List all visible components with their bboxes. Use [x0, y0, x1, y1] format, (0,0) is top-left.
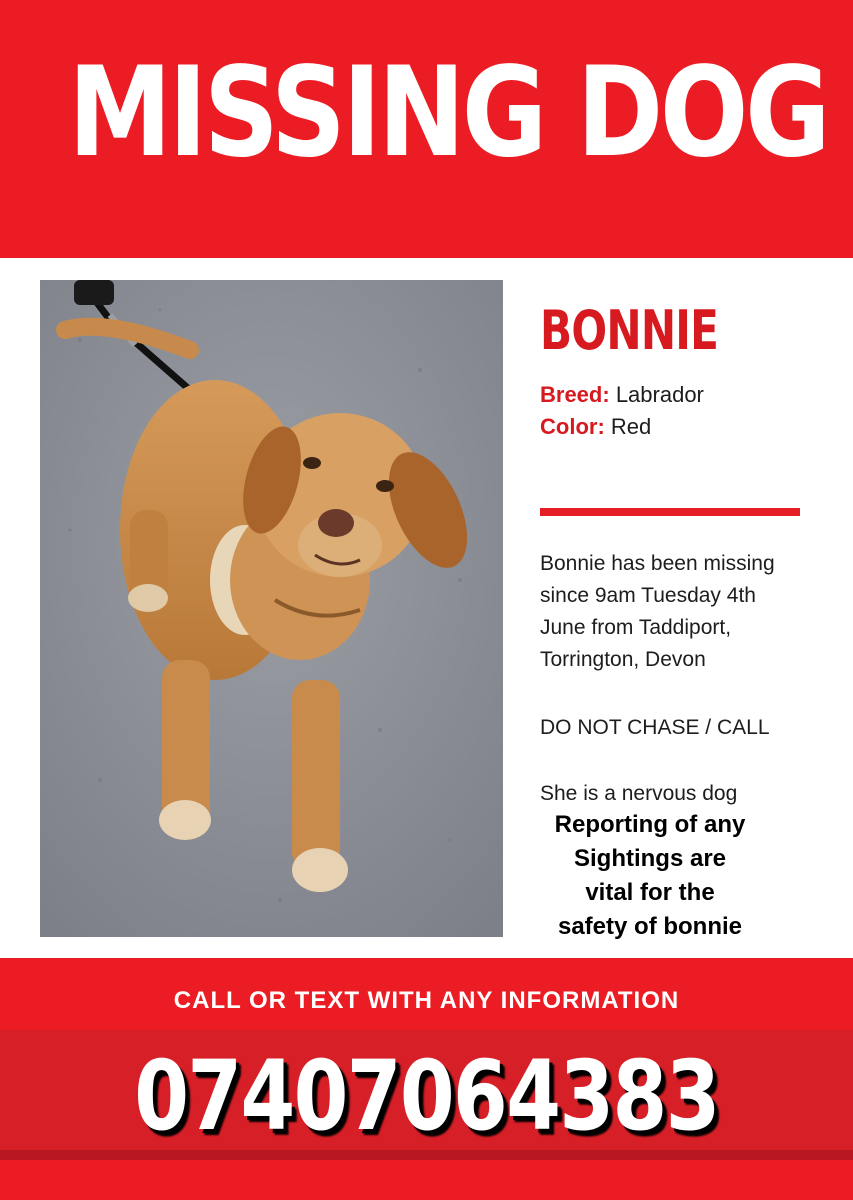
- color-line: [540, 412, 651, 442]
- appeal-line: Sightings are: [573, 845, 727, 872]
- missing-line: since 9am Tuesday 4th: [540, 584, 756, 607]
- dog-photo: [40, 280, 503, 937]
- appeal-line: vital for the: [585, 879, 715, 906]
- missing-line: Bonnie has been missing: [540, 552, 775, 575]
- missing-line: June from Taddiport,: [540, 616, 732, 639]
- missing-line: Torrington, Devon: [540, 648, 706, 671]
- warning-text: DO NOT CHASE / CALL: [540, 716, 770, 739]
- dog-name: BONNIE: [540, 299, 719, 362]
- section-divider: [540, 508, 800, 516]
- phone-number[interactable]: 07407064383: [134, 1040, 719, 1152]
- breed-line: [540, 380, 704, 410]
- missing-description: [540, 548, 840, 676]
- headline: MISSING DOG: [68, 41, 828, 185]
- appeal-line: Reporting of any: [554, 811, 746, 838]
- call-to-action: CALL OR TEXT WITH ANY INFORMATION: [173, 987, 680, 1014]
- breed-label: Breed:: [540, 382, 610, 407]
- nervous-note: She is a nervous dog: [540, 782, 738, 805]
- color-value: Red: [610, 414, 652, 439]
- appeal-line: safety of bonnie: [557, 913, 743, 940]
- appeal-text: [515, 808, 785, 944]
- breed-value: Labrador: [615, 382, 704, 407]
- color-label: Color:: [540, 414, 605, 439]
